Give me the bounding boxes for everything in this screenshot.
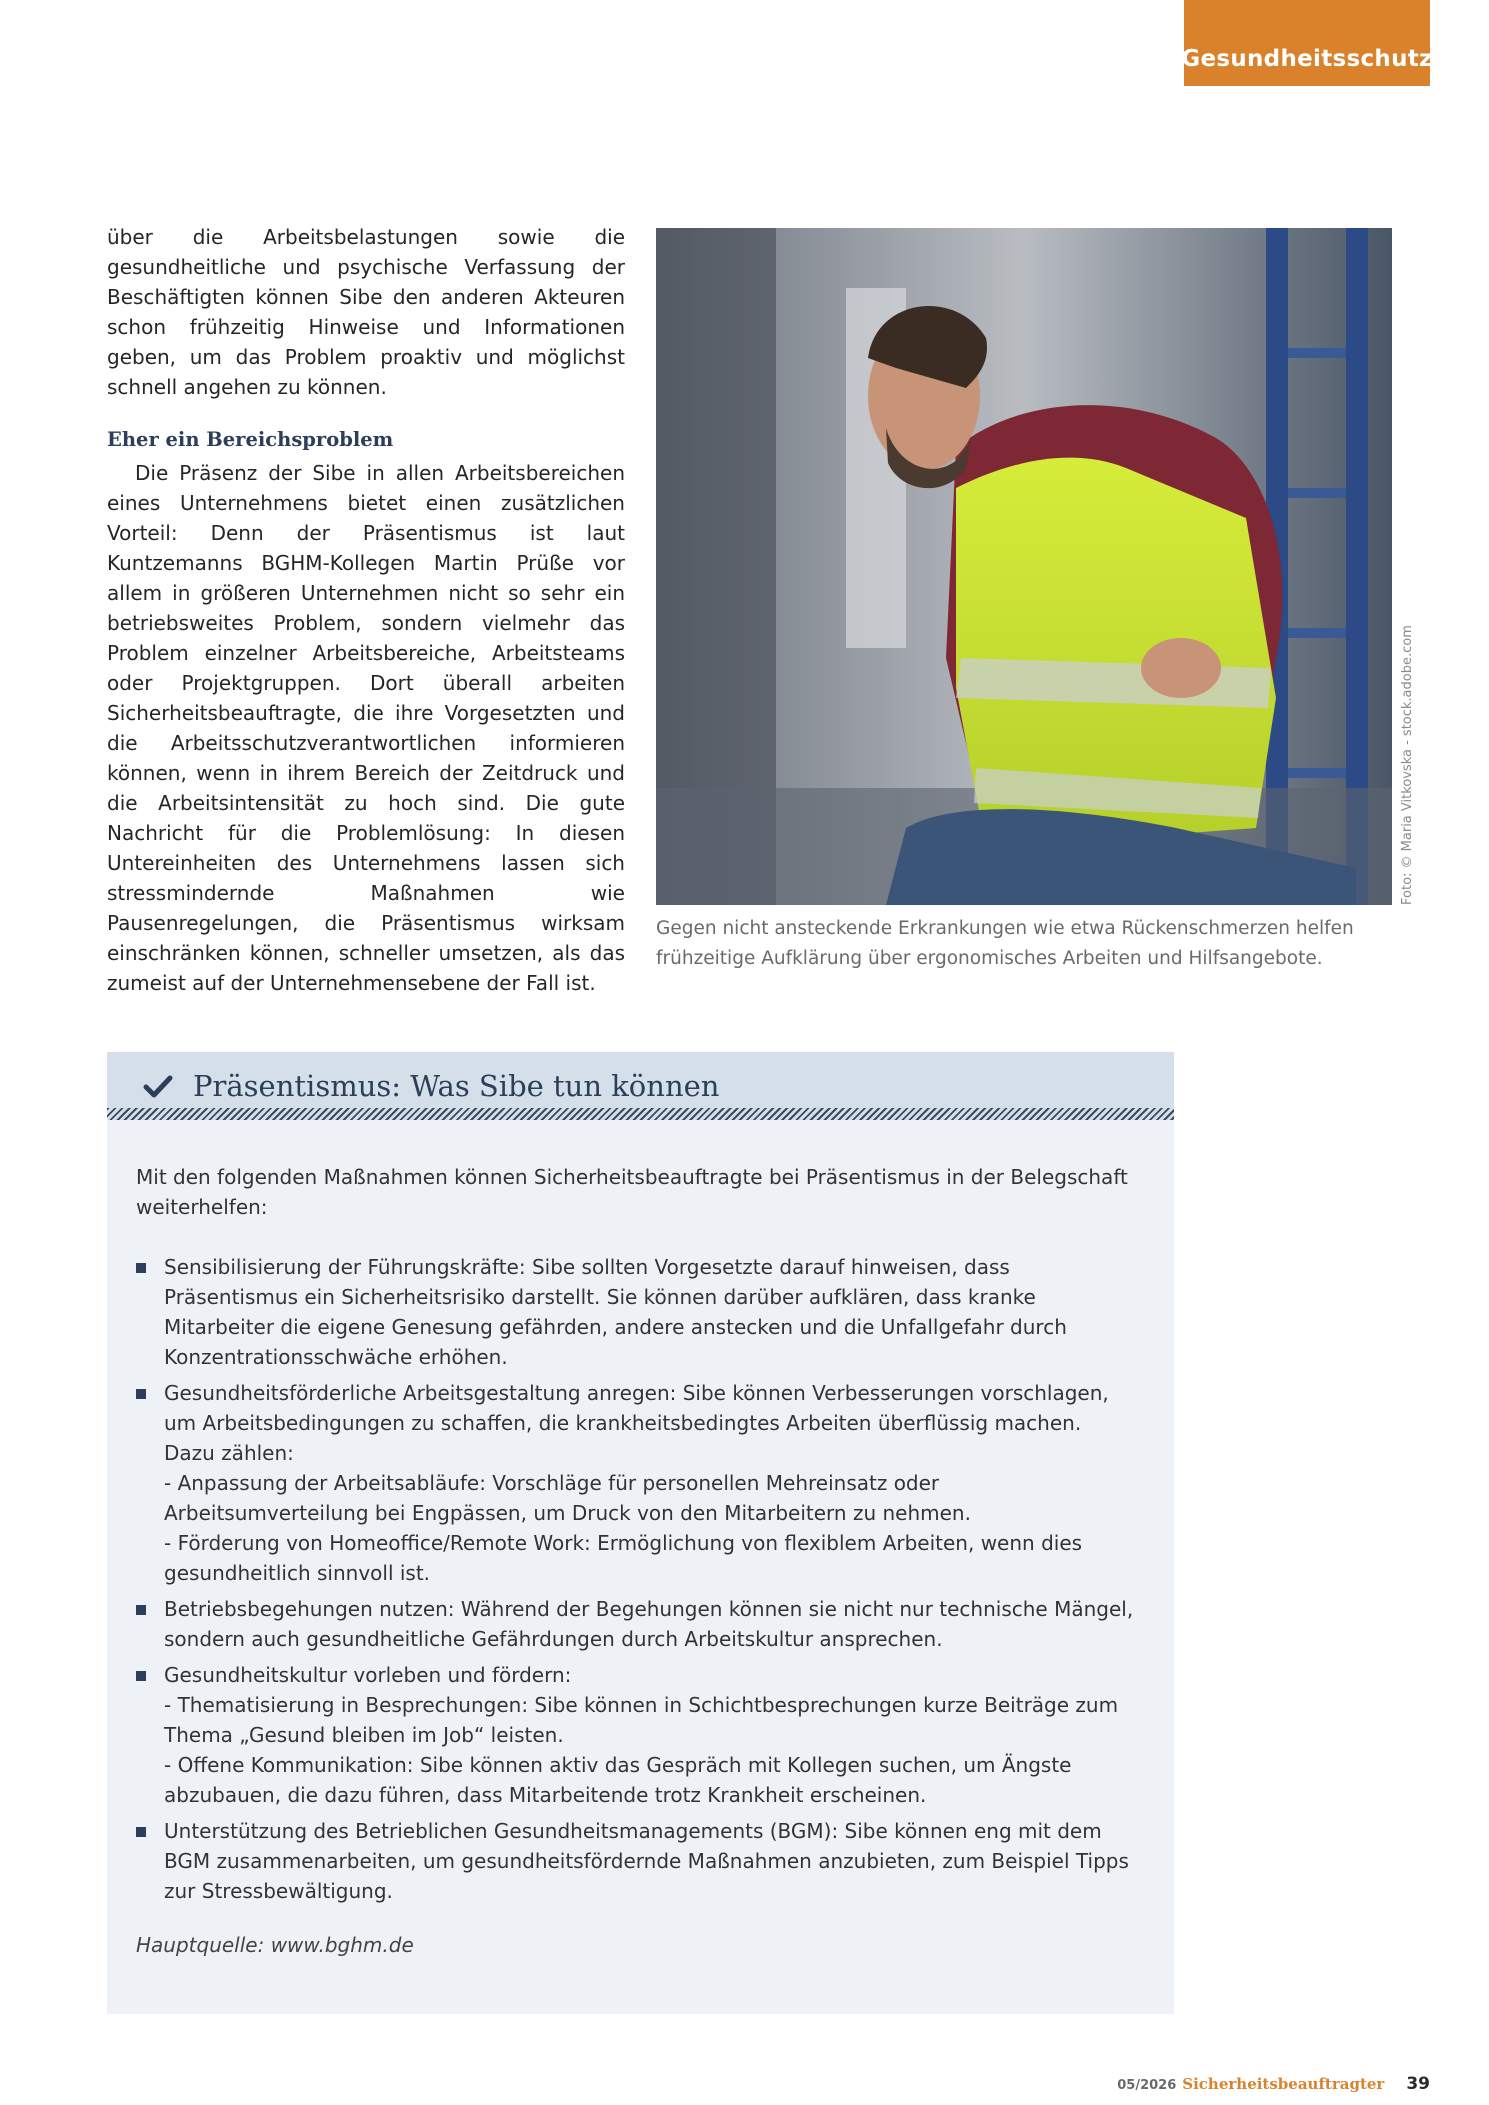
list-item (136, 1816, 1146, 1906)
photo-credit: Foto: © Maria Vitkovska - stock.adobe.com (1400, 625, 1415, 905)
page-footer (1100, 2074, 1430, 2104)
list-item-text: Betriebsbegehungen nutzen: Während der Begehungen können sie nicht nur technische Mängel, sondern auch gesundheitliche Gefährdungen durch Arbeitskultur ansprechen. (164, 1597, 1134, 1651)
infobox-intro: Mit den folgenden Maßnahmen können Sicherheitsbeauftragte bei Präsentismus in der Belegschaft weiterhelfen: (136, 1165, 1128, 1219)
bullet-icon (136, 1389, 146, 1399)
infobox-title: Präsentismus: Was Sibe tun können (193, 1069, 720, 1103)
infobox-body (136, 1162, 1146, 1960)
article-subheading: Eher ein Bereichsproblem (107, 428, 394, 451)
footer-magazine: Sicherheitsbeauftragter (1182, 2075, 1385, 2093)
list-item-text: Unterstützung des Betrieblichen Gesundheitsmanagements (BGM): Sibe können eng mit dem BGM zusammenarbeiten, um gesundheitsfördernde Maßnahmen anzubieten, zum Beispiel Tipps zur Stressbewältigung. (164, 1819, 1129, 1903)
bullet-icon (136, 1605, 146, 1615)
list-item-text: Gesundheitskultur vorleben und fördern: - Thematisierung in Besprechungen: Sibe können in Schichtbesprechungen kurze Beiträge zum Thema „Gesund bleiben im Job“ leisten. - Offene Kommunikation: Sibe können aktiv das Gespräch mit Kollegen suchen, um Ängste abzubauen, die dazu führen, dass Mitarbeitende trotz Krankheit erscheinen. (164, 1663, 1119, 1807)
list-item (136, 1660, 1146, 1810)
page-number: 39 (1406, 2074, 1430, 2094)
article-column (107, 222, 625, 998)
article-paragraph-1: über die Arbeitsbelastungen sowie die gesundheitliche und psychische Verfassung der Beschäftigten können Sibe den anderen Akteuren schon frühzeitig Hinweise und Informationen geben, um das Problem proaktiv und möglichst schnell angehen zu können. (107, 225, 625, 399)
article-photo (656, 228, 1392, 905)
infobox-list (136, 1252, 1146, 1906)
section-tab (1181, 0, 1433, 86)
photo-caption: Gegen nicht ansteckende Erkrankungen wie etwa Rückenschmerzen helfen frühzeitige Aufklärung über ergonomisches Arbeiten und Hilfsangebote. (656, 918, 1354, 969)
list-item (136, 1594, 1146, 1654)
list-item-text: Sensibilisierung der Führungskräfte: Sibe sollten Vorgesetzte darauf hinweisen, dass Präsentismus ein Sicherheitsrisiko darstellt. Sie können darüber aufklären, dass kranke Mitarbeiter die eigene Genesung gefährden, andere anstecken und die Unfallgefahr durch Konzentrationsschwäche erhöhen. (164, 1255, 1067, 1369)
article-paragraph-2: Die Präsenz der Sibe in allen Arbeitsbereichen eines Unternehmens bietet einen zusätzlichen Vorteil: Denn der Präsentismus ist laut Kuntzemanns BGHM-Kollegen Martin Prüße vor allem in größeren Unternehmen nicht so sehr ein betriebsweites Problem, sondern vielmehr das Problem einzelner Arbeitsbereiche, Arbeitsteams oder Projektgruppen. Dort überall arbeiten Sicherheitsbeauftragte, die ihre Vorgesetzten und die Arbeitsschutzverantwortlichen informieren können, wenn in ihrem Bereich der Zeitdruck und die Arbeitsintensität zu hoch sind. Die gute Nachricht für die Problemlösung: In diesen Untereinheiten des Unternehmens lassen sich stressmindernde Maßnahmen wie Pausenregelungen, die Präsentismus wirksam einschränken können, schneller umsetzen, als das zumeist auf der Unternehmensebene der Fall ist. (107, 461, 625, 995)
bullet-icon (136, 1671, 146, 1681)
bullet-icon (136, 1827, 146, 1837)
infobox (107, 1052, 1174, 2014)
list-item (136, 1378, 1146, 1588)
list-item (136, 1252, 1146, 1372)
footer-issue: 05/2026 (1117, 2078, 1177, 2093)
bullet-icon (136, 1263, 146, 1273)
infobox-divider (107, 1108, 1174, 1120)
infobox-source: Hauptquelle: www.bghm.de (136, 1933, 414, 1957)
list-item-text: Gesundheitsförderliche Arbeitsgestaltung anregen: Sibe können Verbesserungen vorschlagen, um Arbeitsbedingungen zu schaffen, die krankheitsbedingtes Arbeiten überflüssig machen. Dazu zählen: - Anpassung der Arbeitsabläufe: Vorschläge für personellen Mehreinsatz oder Arbeitsumverteilung bei Engpässen, um Druck von den Mitarbeitern zu nehmen. - Förderung von Homeoffice/Remote Work: Ermöglichung von flexiblem Arbeiten, wenn dies gesundheitlich sinnvoll ist. (164, 1381, 1109, 1585)
checkmark-icon (143, 1071, 173, 1101)
section-label: Gesundheitsschutz (1181, 46, 1433, 72)
